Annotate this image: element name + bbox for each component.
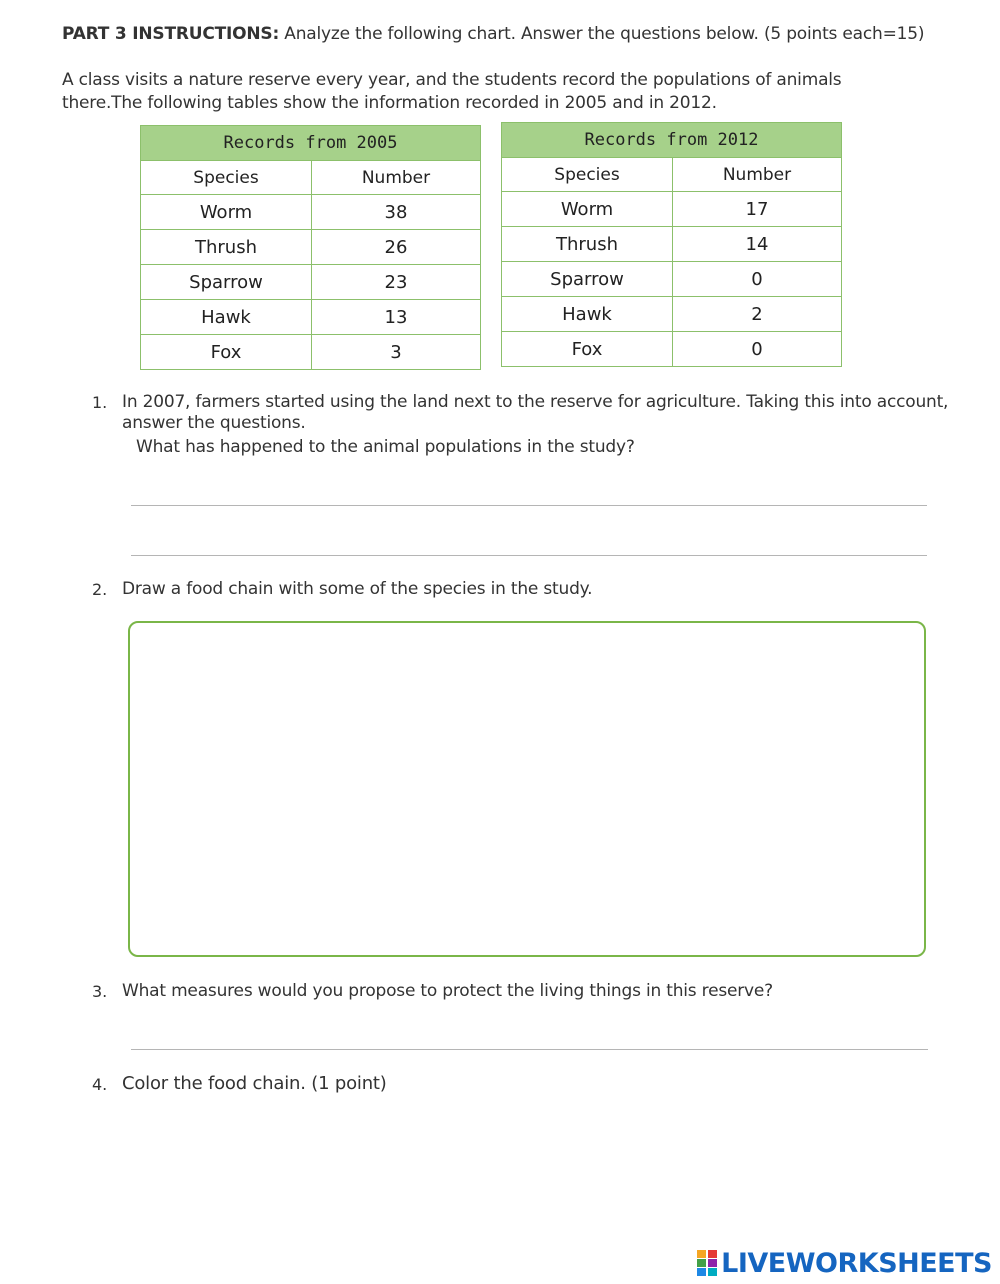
table-cell: 3	[312, 335, 481, 370]
question-3-number: 3.	[92, 982, 108, 1001]
food-chain-drawing-box[interactable]	[128, 621, 926, 957]
table-2012	[501, 122, 842, 367]
question-3-text: What measures would you propose to protect the living things in this reserve?	[122, 981, 773, 1001]
question-1-line3: What has happened to the animal populations in the study?	[136, 437, 635, 457]
liveworksheets-logo-icon	[696, 1249, 718, 1277]
table-cell: Fox	[141, 335, 312, 370]
table-cell: 14	[673, 227, 842, 262]
table-2005-caption: Records from 2005	[141, 126, 481, 161]
question-2-text: Draw a food chain with some of the species in the study.	[122, 579, 593, 599]
liveworksheets-logo-text: LIVEWORKSHEETS	[721, 1247, 992, 1279]
question-1-number: 1.	[92, 393, 108, 412]
answer-line-1b[interactable]	[131, 555, 927, 556]
table-2012-caption: Records from 2012	[502, 123, 842, 158]
table-cell: Worm	[141, 195, 312, 230]
table-cell: Sparrow	[141, 265, 312, 300]
liveworksheets-logo	[696, 1246, 992, 1280]
table-2005-header-number: Number	[312, 161, 481, 195]
table-cell: 26	[312, 230, 481, 265]
question-1-line2: answer the questions.	[122, 413, 306, 433]
table-2012-header-species: Species	[502, 158, 673, 192]
question-4-text: Color the food chain. (1 point)	[122, 1073, 387, 1094]
instructions	[62, 24, 924, 44]
table-cell: 13	[312, 300, 481, 335]
table-cell: 23	[312, 265, 481, 300]
table-cell: Worm	[502, 192, 673, 227]
table-cell: Hawk	[502, 297, 673, 332]
answer-line-3[interactable]	[131, 1049, 928, 1050]
answer-line-1a[interactable]	[131, 505, 927, 506]
table-cell: Fox	[502, 332, 673, 367]
table-2005-header-species: Species	[141, 161, 312, 195]
table-cell: Thrush	[502, 227, 673, 262]
table-2012-header-number: Number	[673, 158, 842, 192]
table-cell: 0	[673, 262, 842, 297]
table-cell: Hawk	[141, 300, 312, 335]
question-4-number: 4.	[92, 1075, 108, 1094]
table-cell: Sparrow	[502, 262, 673, 297]
intro-paragraph: A class visits a nature reserve every year, and the students record the populations of animals there.The following tables show the information recorded in 2005 and in 2012.	[62, 70, 842, 113]
instructions-text: Analyze the following chart. Answer the questions below. (5 points each=15)	[279, 24, 925, 44]
table-cell: 38	[312, 195, 481, 230]
question-1-line1: In 2007, farmers started using the land next to the reserve for agriculture. Taking this into account,	[122, 392, 949, 412]
question-2-number: 2.	[92, 580, 108, 599]
table-cell: Thrush	[141, 230, 312, 265]
table-cell: 17	[673, 192, 842, 227]
instructions-label: PART 3 INSTRUCTIONS:	[62, 24, 280, 44]
table-cell: 0	[673, 332, 842, 367]
table-2005	[140, 125, 481, 370]
table-cell: 2	[673, 297, 842, 332]
